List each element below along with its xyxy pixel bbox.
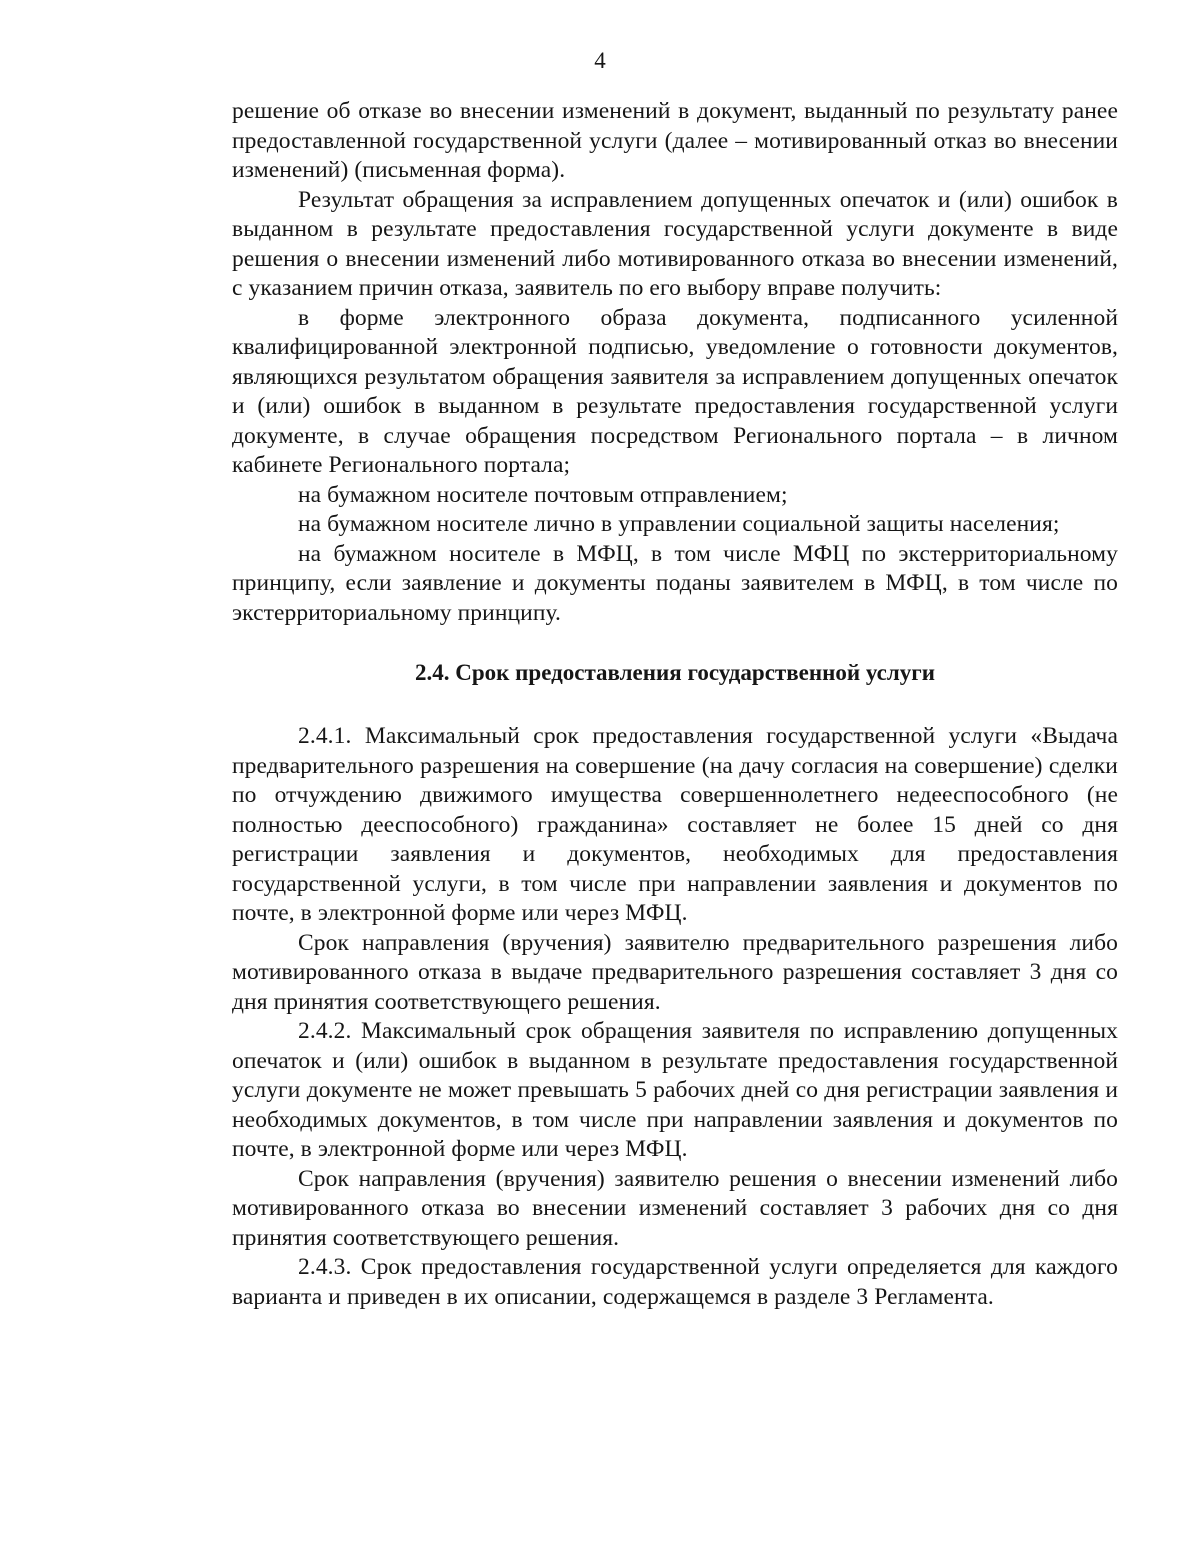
paragraph-in-person: на бумажном носителе лично в управлении социальной защиты населения; (298, 511, 1060, 537)
paragraph-2-4-2: 2.4.2. Максимальный срок обращения заявителя по исправлению допущенных опечаток и (или) ошибок в выданном в результате предоставления государственной услуги документе не может превышать 5 рабочих дней со дня регистрации заявления и необходимых документов, в том числе при направлении заявления и документов по почте, в электронной форме или через МФЦ. (232, 1018, 1118, 1162)
paragraph-2-4-1: 2.4.1. Максимальный срок предоставления государственной услуги «Выдача предварительного разрешения на совершение (на дачу согласия на совершение) сделки по отчуждению движимого имущества совершеннолетнего недееспособного (не полностью дееспособного) гражданина» составляет не более 15 дней со дня регистрации заявления и документов, необходимых для предоставления государственной услуги, в том числе при направлении заявления и документов по почте, в электронной форме или через МФЦ. (232, 723, 1118, 926)
paragraph-delivery-term: Срок направления (вручения) заявителю предварительного разрешения либо мотивированного отказа в выдаче предварительного разрешения составляет 3 дня со дня принятия соответствующего решения. (232, 929, 1118, 1015)
paragraph-electronic-form: в форме электронного образа документа, подписанного усиленной квалифицированной электронной подписью, уведомление о готовности документов, являющихся результатом обращения заявителя за исправлением допущенных опечаток и (или) ошибок в выданном в результате предоставления государственной услуги документе, в случае обращения посредством Регионального портала – в личном кабинете Регионального портала; (232, 304, 1118, 478)
section-heading: 2.4. Срок предоставления государственной услуги (415, 660, 935, 685)
paragraph-changes-delivery-term: Срок направления (вручения) заявителю решения о внесении изменений либо мотивированного отказа во внесении изменений составляет 3 рабочих дня со дня принятия соответствующего решения. (232, 1165, 1118, 1251)
paragraph-2-4-3: 2.4.3. Срок предоставления государственной услуги определяется для каждого варианта и приведен в их описании, содержащемся в разделе 3 Регламента. (232, 1254, 1118, 1310)
page-number: 4 (594, 48, 606, 73)
document-body (232, 97, 1118, 1312)
paragraph-correction-result: Результат обращения за исправлением допущенных опечаток и (или) ошибок в выданном в результате предоставления государственной услуги документе в виде решения о внесении изменений либо мотивированного отказа во внесении изменений, с указанием причин отказа, заявитель по его выбору вправе получить: (232, 186, 1118, 301)
paragraph-postal-delivery: на бумажном носителе почтовым отправлением; (298, 481, 788, 508)
paragraph-mfc: на бумажном носителе в МФЦ, в том числе МФЦ по экстерриториальному принципу, если заявление и документы поданы заявителем в МФЦ, в том числе по экстерриториальному принципу. (232, 540, 1118, 626)
paragraph-refusal-decision: решение об отказе во внесении изменений в документ, выданный по результату ранее предоставленной государственной услуги (далее – мотивированный отказ во внесении изменений) (письменная форма). (232, 98, 1118, 183)
